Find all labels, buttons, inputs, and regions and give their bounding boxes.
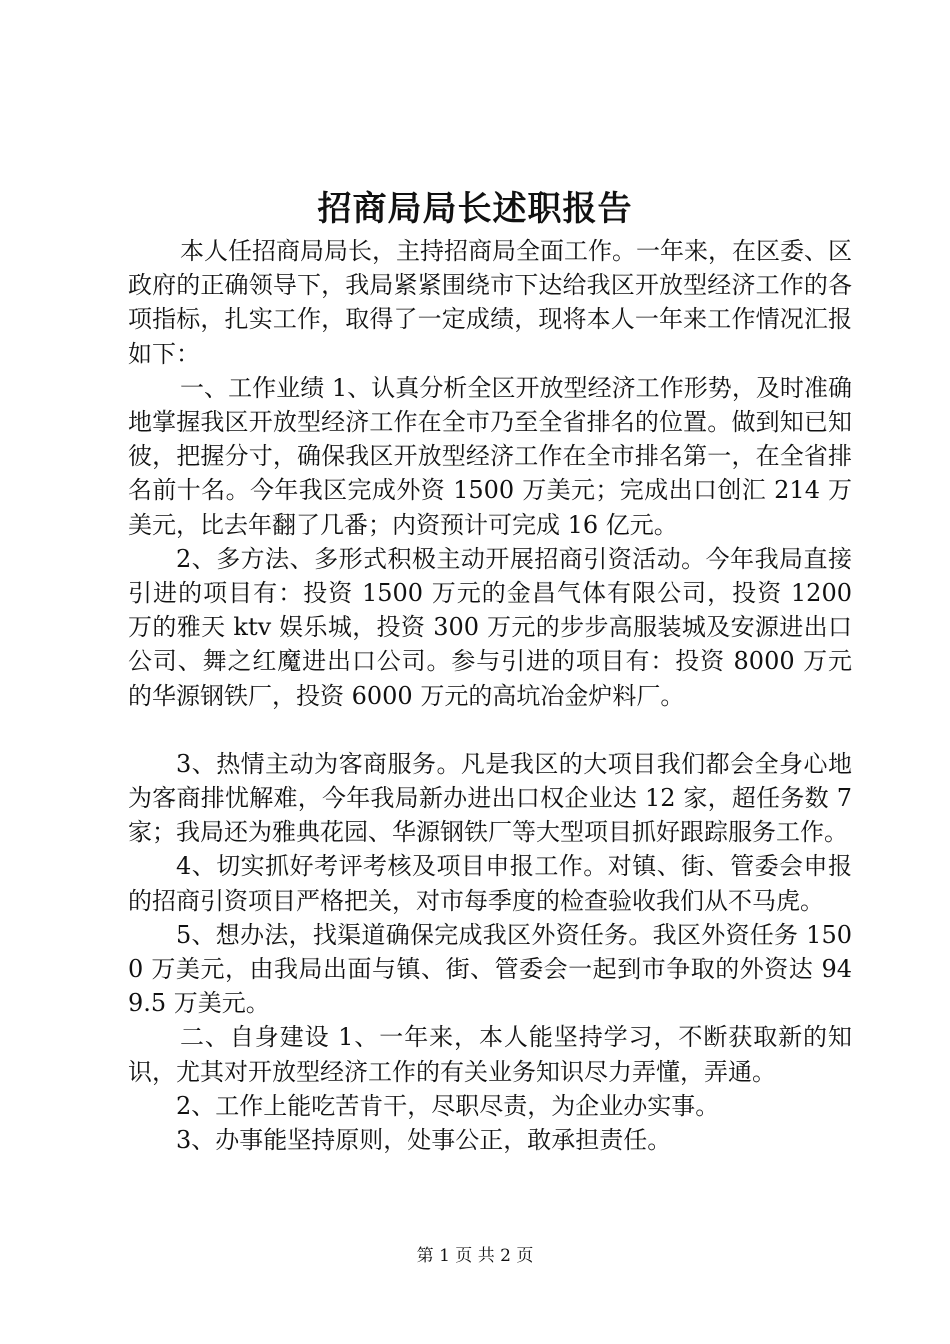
- document-title: 招商局局长述职报告: [317, 189, 633, 229]
- paragraph-intro: 本人任招商局局长，主持招商局全面工作。一年来，在区委、区政府的正确领导下，我局紧紧围绕市下达给我区开放型经济工作的各项指标，扎实工作，取得了一定成绩，现将本人一年来工作情况汇报如下：: [128, 237, 852, 368]
- page-number-footer: 第 1 页 共 2 页: [416, 1246, 534, 1266]
- paragraph-achievement-1: 一、工作业绩 1、认真分析全区开放型经济工作形势，及时准确地掌握我区开放型经济工作在全市乃至全省排名的位置。做到知已知彼，把握分寸，确保我区开放型经济工作在全市排名第一，在全省排名前十名。今年我区完成外资 1500 万美元；完成出口创汇 214 万美元，比去年翻了几番；内资预计可完成 16 亿元。: [128, 373, 852, 539]
- paragraph-achievement-4: 4、切实抓好考评考核及项目申报工作。对镇、街、管委会申报的招商引资项目严格把关，对市每季度的检查验收我们从不马虎。: [128, 852, 852, 915]
- paragraph-self-building-3: 3、办事能坚持原则，处事公正，敢承担责任。: [176, 1126, 672, 1155]
- document-body: [128, 234, 852, 1157]
- paragraph-achievement-5: 5、想办法，找渠道确保完成我区外资任务。我区外资任务 1500 万美元，由我局出面与镇、街、管委会一起到市争取的外资达 949.5 万美元。: [128, 920, 852, 1018]
- paragraph-self-building-1: 二、自身建设 1、一年来，本人能坚持学习，不断获取新的知识，尤其对开放型经济工作的有关业务知识尽力弄懂，弄通。: [128, 1023, 852, 1086]
- paragraph-achievement-3: 3、热情主动为客商服务。凡是我区的大项目我们都会全身心地为客商排忧解难，今年我局新办进出口权企业达 12 家，超任务数 7 家；我局还为雅典花园、华源钢铁厂等大型项目抓好跟踪服务工作。: [128, 749, 852, 847]
- paragraph-achievement-2: 2、多方法、多形式积极主动开展招商引资活动。今年我局直接引进的项目有：投资 1500 万元的金昌气体有限公司，投资 1200 万的雅天 ktv 娱乐城，投资 300 万元的步步高服装城及安源进出口公司、舞之红魔进出口公司。参与引进的项目有：投资 8000 万元的华源钢铁厂，投资 6000 万元的高坑冶金炉料厂。: [128, 544, 852, 710]
- paragraph-self-building-2: 2、工作上能吃苦肯干，尽职尽责，为企业办实事。: [176, 1091, 720, 1120]
